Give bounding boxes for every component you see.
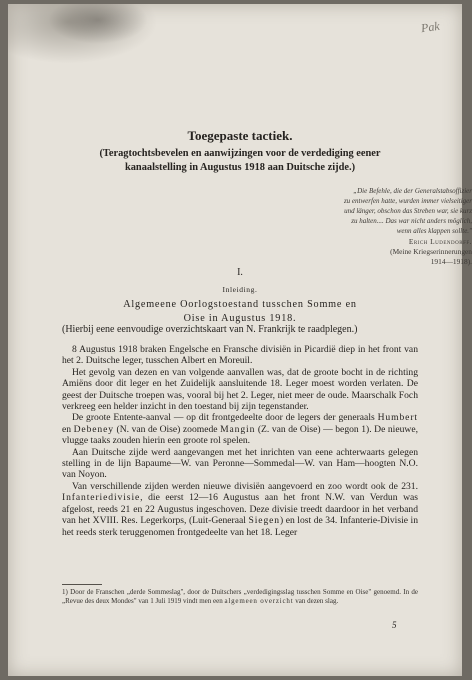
name-siegen: Siegen xyxy=(248,515,280,527)
footnote-text: van dezen slag. xyxy=(293,597,339,605)
paragraph-4: Aan Duitsche zijde werd aangevangen met het inrichten van eene achterwaarts gelegen stelling in de lijn Bapaume—W. van Peronne—Sommedal—W. van Ham—hoogten N.O. van Noyon. xyxy=(62,446,418,481)
footnote xyxy=(62,588,418,606)
quote-years: 1914—1918). xyxy=(430,257,472,266)
paragraph-3-text: en xyxy=(62,423,74,435)
subtitle-line-1: (Teragtochtsbevelen en aanwijzingen voor de verdediging eener xyxy=(99,148,381,159)
name-humbert: Humbert xyxy=(377,412,418,424)
section-heading xyxy=(62,298,418,326)
paragraph-2: Het gevolg van dezen en van volgende aanvallen was, dat de groote bocht in de richting Amiëns door dit leger en het Zuidelijk aansluitende 18. Leger moest worden verlaten. De geest der Duitsche troepen was, vooral bij het 2. Leger, niet meer de oude. Maarschalk Foch verkreeg een helder inzicht in den toestand bij zijn tegenstander. xyxy=(62,366,418,413)
quote-line: zu entwerfen hatte, wurden immer vielseitiger xyxy=(343,197,472,205)
heading-line-1: Algemeene Oorlogstoestand tusschen Somme en xyxy=(123,299,357,310)
epigraph-quote xyxy=(292,186,472,236)
quote-line: wenn alles klappen sollte." xyxy=(396,227,472,235)
quote-line: und länger, obschon das Streben war, sie kurz xyxy=(344,207,472,215)
paragraph-5-text: , die eerst 12—16 Augustus aan het front N.W. van Verdun was afgelost, reeds 21 en 22 Augustus ingeschoven. Deze divisie treedt daardoor in het verband van het XVIII. Res. Legerkorps, (Luit-Generaal xyxy=(62,492,418,527)
subtitle-line-2: kanaalstelling in Augustus 1918 aan Duitsche zijde.) xyxy=(124,162,356,173)
document-subtitle xyxy=(62,147,418,175)
page-number: 5 xyxy=(392,620,397,630)
footnote-divider xyxy=(62,584,102,585)
paragraph-5 xyxy=(62,481,418,538)
quote-author: Erich Ludendorff. xyxy=(408,237,472,246)
paragraph-3-text: (Z. van de Oise) — begon 1). De nieuwe, vlugge taaks zouden hierin een groote rol spelen. xyxy=(62,423,418,447)
paragraph-5-text: ) en lost de 34. Infanterie-Divisie in het reeds sterk teruggenomen frontgedeelte van het 18. Leger xyxy=(62,515,418,538)
name-mangin: Mangin xyxy=(220,423,256,435)
footnote-text: 1) Door de Franschen „derde Sommeslag", door de Duitschers „verdedigingsslag tusschen Somme en Oise" genoemd. In de „Revue des deux Mondes" van 1 Juli 1919 vindt men een xyxy=(62,588,418,605)
paragraph-3-text: (N. van de Oise) zoomede xyxy=(114,423,221,435)
map-note: (Hierbij eene eenvoudige overzichtskaart van N. Frankrijk te raadplegen.) xyxy=(62,324,358,335)
document-title: Toegepaste tactiek. xyxy=(187,128,293,143)
page-stain-dark xyxy=(48,4,148,44)
paragraph-5-text: Van verschillende zijden werden nieuwe divisiën aangevoerd en zoo wordt ook de 231. xyxy=(72,480,418,492)
section-label: Inleiding. xyxy=(222,285,258,294)
footnote-emphasis: algemeen overzicht xyxy=(224,597,294,605)
division-name: Infanteriedivisie xyxy=(62,492,141,504)
quote-source: (Meine Kriegserinnerungen xyxy=(390,247,472,256)
paragraph-1: 8 Augustus 1918 braken Engelsche en Fransche divisiën in Picardië diep in het front van het 2. Duitsche leger, tusschen Albert en Moreuil. xyxy=(62,344,418,367)
heading-line-2: Oise in Augustus 1918. xyxy=(183,313,297,324)
pencil-annotation: Pak xyxy=(420,18,441,36)
quote-line: zu halten.... Das war nicht anders möglich, xyxy=(351,217,472,225)
name-debeney: Debeney xyxy=(73,423,114,435)
body-text xyxy=(62,344,418,538)
quote-line: „Die Befehle, die der Generalstabsoffizier xyxy=(353,187,472,195)
paragraph-3 xyxy=(62,412,418,446)
section-number: I. xyxy=(237,267,243,278)
document-page xyxy=(8,4,472,676)
epigraph-attribution xyxy=(292,237,472,267)
paragraph-3-text: De groote Entente-aanval — op dit frontgedeelte door de legers der generaals xyxy=(72,412,378,424)
